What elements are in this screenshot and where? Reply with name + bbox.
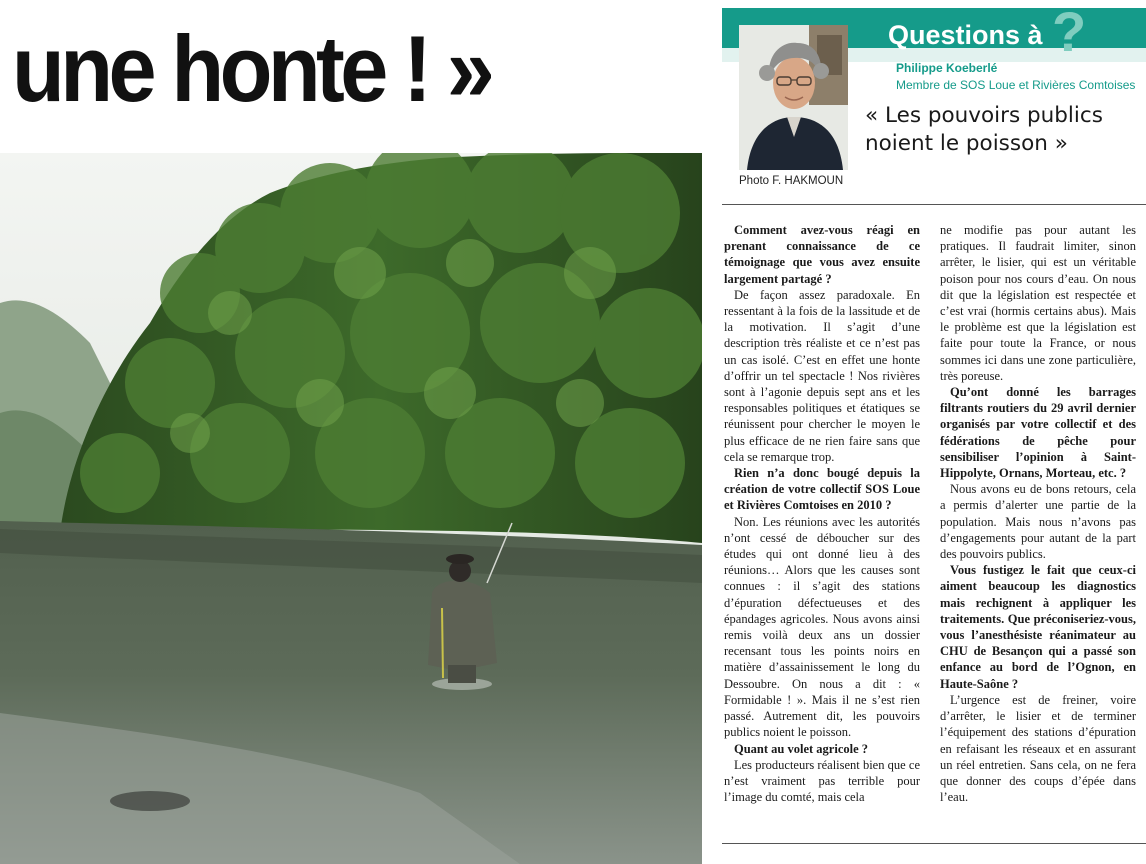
interview-answer: Les producteurs réalisent bien que ce n’est vraiment pas terrible pour l’image du comté, mais cela (724, 757, 920, 805)
interview-banner-title: Questions à (888, 20, 1043, 50)
river-fisherman-photo (0, 153, 702, 864)
divider-bottom (722, 843, 1146, 844)
interview-answer: De façon assez paradoxale. En ressentant à la fois de la lassitude et de la motivation. Il s’agit d’une description très réaliste et ce n’est pas un cas isolé. C’est en effet une honte d’offrir un tel spectacle ! Nos rivières sont à l’agonie depuis sept ans et les responsables politiques et étatiques se réunissent pour chercher le moyen le plus efficace de ne rien faire sans que cela se remarque trop. (724, 287, 920, 464)
divider-top (722, 204, 1146, 205)
interview-column-1 (724, 222, 920, 805)
interview-answer: Nous avons eu de bons retours, cela a permis d’alerter une partie de la population. Mais nous n’avons pas d’engagements pour autant de la part des pouvoirs publics. (940, 482, 1136, 562)
interviewee-portrait (739, 25, 848, 170)
pull-quote: « Les pouvoirs publics noient le poisson » (865, 103, 1103, 156)
interview-answer: L’urgence est de freiner, voire d’arrêter, le lisier et de terminer l’équipement des stations d’épuration en refaisant les réseaux et en assurant un réel entretien. Sans cela, on ne fera que donner des coups d’épée dans l’eau. (940, 692, 1136, 805)
interview-question: Quant au volet agricole ? (734, 741, 869, 756)
article-headline: une honte ! » (12, 16, 491, 121)
interviewee-name: Philippe Koeberlé (896, 61, 998, 75)
interview-question: Comment avez-vous réagi en prenant connaissance de ce témoignage que vous avez ensuite largement partagé ? (724, 223, 920, 286)
interview-answer: Non. Les réunions avec les autorités n’ont cessé de déboucher sur des études qui ont donné lieu à des réunions… Alors que les causes sont connues : il s’agit des stations d’épuration défectueuses et des épandages agricoles. Nous avons ainsi remis voilà deux ans un dossier recensant tous les points noirs en matière d’assainissement le long du Dessoubre. On nous a dit : « Formidable ! ». Mais il ne s’est rien passé. Autrement dit, les pouvoirs publics noient le poisson. (724, 514, 920, 740)
interview-column-2 (940, 222, 1136, 805)
interview-question: Qu’ont donné les barrages filtrants routiers du 29 avril dernier organisés par votre collectif et des fédérations de pêche pour sensibiliser l’opinion à Saint-Hippolyte, Ornans, Morteau, etc. ? (940, 385, 1136, 481)
interviewee-role: Membre de SOS Loue et Rivières Comtoises (896, 78, 1136, 92)
question-mark-icon: ? (1052, 0, 1087, 63)
interview-question: Vous fustigez le fait que ceux-ci aiment beaucoup les diagnostics mais rechignent à appliquer les traitements. Que préconiseriez-vous, vous l’anesthésiste réanimateur au CHU de Besançon qui a passé son enfance au bord de l’Ognon, en Haute-Saône ? (940, 563, 1136, 691)
photo-credit: Photo F. HAKMOUN (739, 175, 844, 187)
interview-box (722, 0, 1146, 864)
interview-answer-continued: ne modifie pas pour autant les pratiques. Il faudrait limiter, sinon arrêter, le lisier, qui est un véritable poison pour nos cours d’eau. On nous dit que la législation est respectée et c’est vrai (hormis certains abus). Mais le problème est que la législation est faite pour toute la France, or nous sommes ici dans une zone particulière, très poreuse. (940, 223, 1136, 383)
interview-question: Rien n’a donc bougé depuis la création de votre collectif SOS Loue et Rivières Comtoises en 2010 ? (724, 466, 920, 513)
